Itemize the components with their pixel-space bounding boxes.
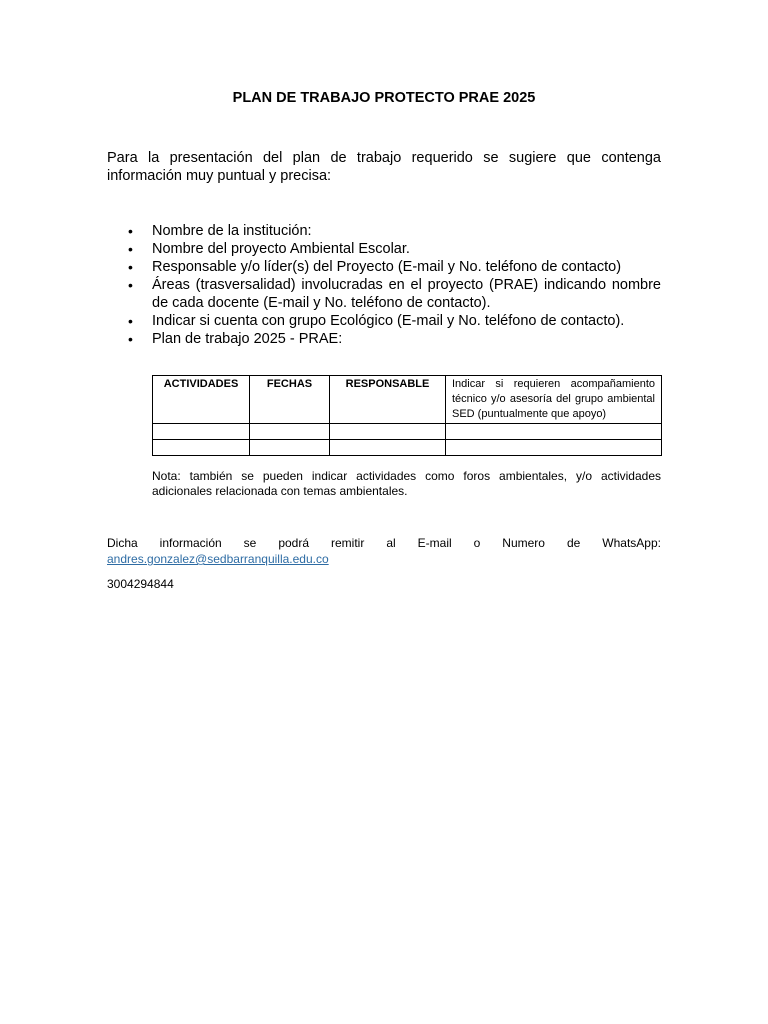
list-item-text: Áreas (trasversalidad) involucradas en el proyecto (PRAE) indicando nombre de cada docente (E-mail y No. teléfono de contacto). — [152, 277, 661, 311]
list-item-text: Responsable y/o líder(s) del Proyecto (E-mail y No. teléfono de contacto) — [152, 259, 622, 275]
table-note: Nota: también se pueden indicar actividades como foros ambientales, y/o actividades adicionales relacionada con temas ambientales. — [152, 469, 661, 498]
table-cell — [153, 424, 250, 440]
header-acompanamiento: Indicar si requieren acompañamiento técnico y/o asesoría del grupo ambiental SED (puntualmente que apoyo) — [446, 376, 662, 424]
table-row — [153, 424, 662, 440]
table-cell — [250, 424, 330, 440]
document-title: PLAN DE TRABAJO PROTECTO PRAE 2025 — [232, 90, 536, 106]
table-cell — [446, 440, 662, 456]
table-cell — [153, 440, 250, 456]
table-row — [153, 440, 662, 456]
list-item-text: Nombre de la institución: — [152, 223, 312, 239]
header-fechas: FECHAS — [250, 376, 330, 424]
header-actividades: ACTIVIDADES — [153, 376, 250, 424]
contact-paragraph — [107, 535, 661, 567]
bullet-icon: • — [128, 331, 133, 347]
table-cell — [446, 424, 662, 440]
bullet-icon: • — [128, 241, 133, 257]
bullet-icon: • — [128, 259, 133, 275]
list-item — [107, 312, 661, 330]
table-header-row — [153, 376, 662, 424]
table-cell — [250, 440, 330, 456]
email-link[interactable]: andres.gonzalez@sedbarranquilla.edu.co — [107, 552, 329, 566]
list-item-text: Indicar si cuenta con grupo Ecológico (E-mail y No. teléfono de contacto). — [152, 313, 625, 329]
table-cell — [330, 424, 446, 440]
list-item — [107, 240, 661, 258]
bullet-icon: • — [128, 313, 133, 329]
table-cell — [330, 440, 446, 456]
list-item-text: Nombre del proyecto Ambiental Escolar. — [152, 241, 410, 257]
list-item — [107, 258, 661, 276]
intro-paragraph: Para la presentación del plan de trabajo requerido se sugiere que contenga información muy puntual y precisa: — [107, 150, 661, 184]
list-item-text: Plan de trabajo 2025 - PRAE: — [152, 331, 343, 347]
bullet-icon: • — [128, 277, 133, 293]
list-item — [107, 276, 661, 312]
work-plan-table — [152, 375, 662, 456]
bullet-icon: • — [128, 223, 133, 239]
contact-text: Dicha información se podrá remitir al E-mail o Numero de WhatsApp: — [107, 536, 661, 550]
phone-number: 3004294844 — [107, 577, 174, 591]
header-responsable: RESPONSABLE — [330, 376, 446, 424]
list-item — [107, 222, 661, 240]
list-item — [107, 330, 661, 348]
requirements-list — [107, 222, 661, 348]
